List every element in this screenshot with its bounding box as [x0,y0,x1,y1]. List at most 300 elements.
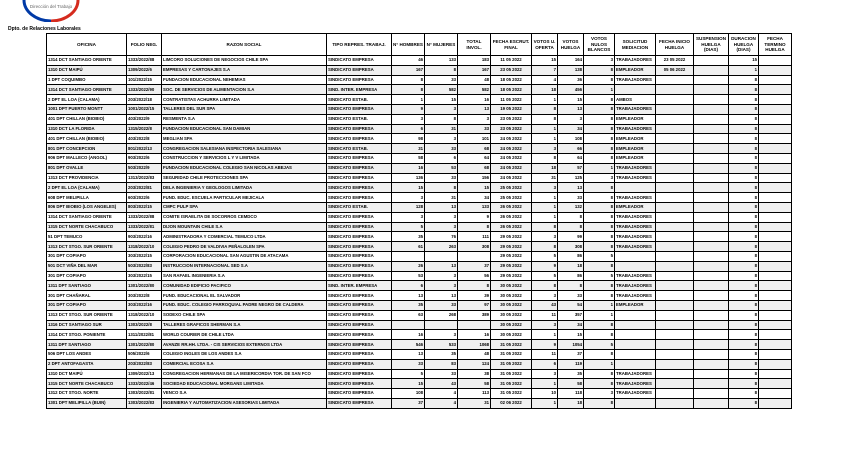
table-cell: 8 [425,65,458,75]
table-cell: 401 DPT CHILLAN (BIOBIO) [47,114,127,124]
table-cell: 8 [392,85,425,95]
table-cell: 2 DPT EL LOA (CALAMA) [47,183,127,193]
table-cell: 1 [532,398,558,408]
table-cell: 24 05 2022 [491,144,532,154]
table-cell: 64 [458,153,491,163]
table-cell [656,173,694,183]
table-cell [759,359,792,369]
table-cell: 803/2022/15 [127,202,162,212]
table-cell [656,251,694,261]
table-cell [458,251,491,261]
table-cell: 8 [532,281,558,291]
table-cell: 903/2022/6 [127,153,162,163]
table-cell: 02 06 2022 [491,398,532,408]
table-cell: 1 [532,134,558,144]
table-cell: 8 [584,398,615,408]
table-cell: 3 [392,114,425,124]
table-cell: 403/2022/9 [127,114,162,124]
table-cell: 1 [392,95,425,105]
table-cell [656,349,694,359]
table-cell: 503/2022/83 [127,261,162,271]
column-header: TIPO REPRES. TRABAJ. [327,34,392,56]
table-cell: 34 [458,193,491,203]
table-cell: 15 [532,56,558,66]
table-cell: 1 [532,124,558,134]
table-cell: 8 [584,242,615,252]
table-cell: 13 [458,104,491,114]
table-cell: 3 [425,104,458,114]
table-cell: 37 [558,349,584,359]
table-cell: 33 [425,300,458,310]
table-cell: 33 [425,144,458,154]
table-cell [759,173,792,183]
table-cell: 3 [532,369,558,379]
table-cell: EMPLEADOR [615,300,656,310]
table-cell: 1333/2022/81 [127,222,162,232]
table-cell [759,85,792,95]
table-cell: 533 [425,340,458,350]
column-header: RAZON SOCIAL [162,34,327,56]
table-cell [694,134,729,144]
table-cell: 3 [532,183,558,193]
table-cell: 2 DPT EL LOA (CALAMA) [47,95,127,105]
table-cell: 16 [458,330,491,340]
table-cell: 1312 DCT STGO. NORTE [47,389,127,399]
table-cell: 29 05 2022 [491,251,532,261]
table-cell [694,212,729,222]
table-cell: 268 [425,310,458,320]
column-header: VOTOS NULOS BLANCOS [584,34,615,56]
table-cell: 2 DPT ANTOFAGASTA [47,359,127,369]
table-cell: 1316 DCT SANTIAGO SUR [47,320,127,330]
table-cell: 1 [532,212,558,222]
table-cell: 505/2022/6 [127,349,162,359]
table-cell: COLEGIO INGLES DE LOS ANDES S.A [162,349,327,359]
table-cell: 3 [584,389,615,399]
table-cell [694,261,729,271]
table-cell: 33 [558,291,584,301]
table-cell [656,75,694,85]
table-cell: 403/2022/8 [127,134,162,144]
table-cell: 83 [425,359,458,369]
table-cell: FUND. EDUC. ESCUELA PARTICULAR MEJICALA [162,193,327,203]
table-cell: 8 [729,193,759,203]
table-cell: 8 [584,379,615,389]
table-cell: 8 [584,202,615,212]
table-cell: 30 05 2022 [491,300,532,310]
table-cell: SINDICATO EMPRESA [327,173,392,183]
table-cell: 1301 DPT MELIPILLA (BUIN) [47,398,127,408]
table-cell [615,349,656,359]
table-cell: 9 [392,104,425,114]
table-cell: 76 [425,232,458,242]
table-cell: 8 [729,261,759,271]
table-cell [656,202,694,212]
table-cell: SINDICATO EMPRESA [327,261,392,271]
table-cell [694,85,729,95]
table-cell: SINDICATO EMPRESA [327,310,392,320]
table-cell [656,193,694,203]
table-cell: 8 [729,75,759,85]
table-cell: 13 [558,183,584,193]
table-cell: 183 [458,56,491,66]
table-cell: 29 05 2022 [491,271,532,281]
table-cell: SINDICATO EMPRESA [327,340,392,350]
table-cell: SINDICATO EMPRESA [327,65,392,75]
table-cell [656,320,694,330]
table-cell: 16 [392,330,425,340]
table-cell: 31 [392,144,425,154]
table-cell: 18 [532,163,558,173]
table-cell: 1309/2022/13 [127,369,162,379]
table-row [47,85,792,95]
table-cell: 8 [729,349,759,359]
table-row [47,114,792,124]
table-cell: 8 [729,300,759,310]
table-cell: SINDICATO EMPRESA [327,104,392,114]
table-cell: 8 [584,330,615,340]
table-cell: 8 [729,369,759,379]
table-cell [759,193,792,203]
table-cell: SINDICATO EMPRESA [327,222,392,232]
table-cell: 43 [532,300,558,310]
table-cell: 8 [584,183,615,193]
table-cell: 8 [729,320,759,330]
table-cell: 1310 DCT MAIPÚ [47,65,127,75]
table-cell: SINDICATO EMPRESA [327,134,392,144]
table-cell: 35 [392,300,425,310]
table-cell [694,300,729,310]
table-cell: 301 DPT COPIAPO [47,300,127,310]
table-cell: 4 [425,398,458,408]
table-cell: 8 [584,95,615,105]
table-cell: 58 [558,379,584,389]
table-cell: 26 [392,261,425,271]
table-cell: 501 DCT VIÑA DEL MAR [47,261,127,271]
table-cell: 1311 DPT SANTIAGO [47,281,127,291]
table-cell [656,232,694,242]
table-cell [656,340,694,350]
table-cell: 48 [458,349,491,359]
table-cell: COMERCIAL ECOSA S.A [162,359,327,369]
table-cell: 8 [584,291,615,301]
table-row [47,271,792,281]
table-cell: TRABAJADORES [615,193,656,203]
table-cell: 8 [729,134,759,144]
table-cell: 5 [392,222,425,232]
table-row [47,144,792,154]
table-cell: 8 [584,134,615,144]
table-cell: 8 [729,271,759,281]
table-cell: SINDICATO EMPRESA [327,242,392,252]
table-cell: SOCIEDAD EDUCACIONAL MORGANS LIMITADA [162,379,327,389]
table-cell [656,212,694,222]
table-cell: 8 [729,85,759,95]
table-cell: 8 [584,212,615,222]
table-cell: 8 [729,163,759,173]
table-cell [759,349,792,359]
table-cell: 1310 DCT LA FLORIDA [47,124,127,134]
table-cell: 29 05 2022 [491,242,532,252]
table-cell [656,104,694,114]
table-cell: 8 [558,281,584,291]
table-cell: 1311 DPT SANTIAGO [47,340,127,350]
table-cell: 37 [458,261,491,271]
table-cell: 125 [558,173,584,183]
table-cell: 31 [425,124,458,134]
table-cell: 1303/2022/83 [127,398,162,408]
table-cell [615,183,656,193]
table-cell: 582 [458,85,491,95]
table-cell: FUND. EDUCACIONAL EL SALVADOR [162,291,327,301]
table-cell: TRABAJADORES [615,212,656,222]
table-cell: 8 [729,202,759,212]
table-cell: FUNDACION EDUCACIONAL COLEGIO SAN NICOLAS ABEJAS [162,163,327,173]
column-header: N° MUJERES [425,34,458,56]
table-cell: VENCO S.A [162,389,327,399]
table-cell: 31 05 2022 [491,369,532,379]
table-cell: SINDICATO EMPRESA [327,163,392,173]
table-cell: 8 [729,359,759,369]
table-cell [425,251,458,261]
table-cell: COMITE ISRAELITA DE SOCORROS CEMDCO [162,212,327,222]
table-row [47,173,792,183]
table-cell: 15 [392,379,425,389]
table-cell: SINDICATO ESTAB. [327,114,392,124]
table-cell: 16 [458,95,491,105]
table-cell [694,398,729,408]
table-cell: 3 [532,232,558,242]
table-cell: 25 05 2022 [491,183,532,193]
table-cell [694,349,729,359]
table-cell: 3 [425,212,458,222]
table-cell: SINDICATO ESTAB. [327,202,392,212]
table-cell: 30 05 2022 [491,281,532,291]
table-cell: INSTRUCCION INTERNACIONAL SED S.A [162,261,327,271]
table-cell: 18 [558,398,584,408]
table-cell [694,222,729,232]
table-cell [694,281,729,291]
table-cell: SINDICATO EMPRESA [327,193,392,203]
table-cell: 1 [584,310,615,320]
table-cell [458,320,491,330]
table-cell [759,65,792,75]
table-cell: LIMCORO SOLUCIONES DE NEGOCIOS CHILE SPA [162,56,327,66]
table-cell: 8 [458,281,491,291]
table-cell: 167 [458,65,491,75]
table-cell: 8 [584,144,615,154]
table-cell: 6 [532,359,558,369]
table-cell: 3 [425,222,458,232]
table-cell: 8 [584,369,615,379]
table-cell: 167 [392,65,425,75]
column-header: FOLIO NEG. [127,34,162,56]
table-cell: 30 05 2022 [491,310,532,320]
table-cell: 3 [458,114,491,124]
table-cell: TRABAJADORES [615,75,656,85]
table-cell: 23 05 2022 [491,124,532,134]
table-cell: 15 [425,95,458,105]
table-cell: 301 DPT COPIAPO [47,251,127,261]
table-cell: TRABAJADORES [615,291,656,301]
table-cell [656,271,694,281]
table-cell [615,85,656,95]
table-cell: 8 [584,153,615,163]
table-cell: TRABAJADORES [615,281,656,291]
column-header: FECHA INICIO HUELGA [656,34,694,56]
table-cell: 3 [584,56,615,66]
table-cell: 68 [458,163,491,173]
table-cell [656,379,694,389]
table-cell [615,251,656,261]
table-cell [759,134,792,144]
table-row [47,251,792,261]
table-cell: 8 [729,379,759,389]
table-cell [759,300,792,310]
table-row [47,300,792,310]
table-cell [759,163,792,173]
table-cell: 357 [558,310,584,320]
table-cell: 1 [584,359,615,369]
table-cell: COLEGIO PEDRO DE VALDIVIA PEÑALOLEN SPA [162,242,327,252]
table-row [47,340,792,350]
table-row [47,379,792,389]
table-cell: 806 DPT BIOBIO (LOS ANGELES) [47,202,127,212]
table-cell: 13 [425,202,458,212]
table-cell: DELA INGENIERIA Y GEOLOGOS LIMITADA [162,183,327,193]
table-cell: 8 [584,349,615,359]
table-cell: DIJON MOUNTAIN CHILE S.A [162,222,327,232]
table-cell: 11 05 2022 [491,56,532,66]
table-cell: 1 [532,330,558,340]
table-cell: 61 [392,242,425,252]
table-cell: 1001 DPT PUERTO MONTT [47,104,127,114]
table-cell: 8 [729,242,759,252]
table-cell: 111 [458,232,491,242]
table-cell: 1333/2022/88 [127,212,162,222]
table-cell: SOC. DE SERVICIOS DE ALIMENTACION S.A [162,85,327,95]
table-cell: 3 [532,144,558,154]
table-cell: 18 [558,261,584,271]
table-cell: 3 [425,271,458,281]
table-cell: 33 [392,359,425,369]
table-cell: 8 [425,183,458,193]
table-cell: 8 [729,144,759,154]
table-cell: 3 [425,281,458,291]
table-row [47,56,792,66]
table-cell: 8 [558,212,584,222]
table-cell: 11 [532,349,558,359]
table-cell [694,320,729,330]
table-cell: 1315/2022/8 [127,124,162,134]
table-cell [694,359,729,369]
table-cell: CONTRATISTAS ACHURRA LIMITADA [162,95,327,105]
column-header: TOTAL INVOL. [458,34,491,56]
table-cell: 8 [729,183,759,193]
table-cell: CONGREGACION SALESIANA INSPECTORIA SALESIANA [162,144,327,154]
table-cell: 101/2022/15 [127,75,162,85]
table-body [47,56,792,409]
table-cell: 1001/2022/15 [127,104,162,114]
table-cell: 164 [558,56,584,66]
table-cell: 15 [729,56,759,66]
table-row [47,281,792,291]
table-cell [694,144,729,154]
table-cell: COMUNIDAD EDIFICIO PACIFICO [162,281,327,291]
table-cell: 133 [458,202,491,212]
table-cell: SINDICATO EMPRESA [327,232,392,242]
table-cell: 86 [558,271,584,281]
table-row [47,104,792,114]
table-cell [759,330,792,340]
table-cell: 133 [425,56,458,66]
table-cell: SIND. INTER. EMPRESA [327,85,392,95]
table-row [47,124,792,134]
table-cell: SINDICATO EMPRESA [327,379,392,389]
table-cell: 5 [392,369,425,379]
table-cell: 6 [392,281,425,291]
table-cell: 1 [584,163,615,173]
table-cell: 11 05 2022 [491,95,532,105]
table-cell [615,340,656,350]
table-cell: 118 [558,389,584,399]
table-cell [615,261,656,271]
table-cell: 8 [729,281,759,291]
table-cell: 1301/2022/80 [127,281,162,291]
column-header: SOLICITUD MEDIACION [615,34,656,56]
table-cell: 8 [425,114,458,124]
table-cell: 4 [425,389,458,399]
table-cell: 23 05 2022 [656,56,694,66]
table-cell: 3 [392,193,425,203]
table-cell: AVANZE RR.HH. LTDA. - CIS SERVICIOS EXTERNOS LTDA [162,340,327,350]
table-cell: 303/2022/15 [127,271,162,281]
table-cell: 308 [458,242,491,252]
table-cell: 1313/2022/83 [127,173,162,183]
table-cell: 11 [532,310,558,320]
table-cell [694,291,729,301]
table-cell: 8 [729,330,759,340]
table-cell: 1068 [458,340,491,350]
table-cell [694,340,729,350]
table-cell: 8 [584,124,615,134]
table-cell: 30 05 2022 [491,330,532,340]
table-cell: 8 [532,222,558,232]
table-row [47,369,792,379]
table-cell: 5 [584,251,615,261]
table-cell: 99 [558,232,584,242]
table-cell: 608 DPT MELIPILLA [47,193,127,203]
table-row [47,261,792,271]
table-cell [759,232,792,242]
table-row [47,134,792,144]
table-cell: 4 [532,75,558,85]
table-cell: 8 [729,173,759,183]
table-cell: INGENIERIA Y AUTOMATIZACION ASESORIAS LIMITADA [162,398,327,408]
table-cell: 3 [558,114,584,124]
table-cell: 33 [558,193,584,203]
table-cell: 8 [584,114,615,124]
table-cell: 57 [558,163,584,173]
table-cell: 23 05 2022 [491,114,532,124]
column-header: SUSPENSION HUELGA (DIAS) [694,34,729,56]
table-cell: TRABAJADORES [615,124,656,134]
table-cell: 1054 [558,340,584,350]
table-cell [656,398,694,408]
table-cell [694,232,729,242]
table-cell: 5 [584,271,615,281]
table-cell: 203/2022/18 [127,95,162,105]
